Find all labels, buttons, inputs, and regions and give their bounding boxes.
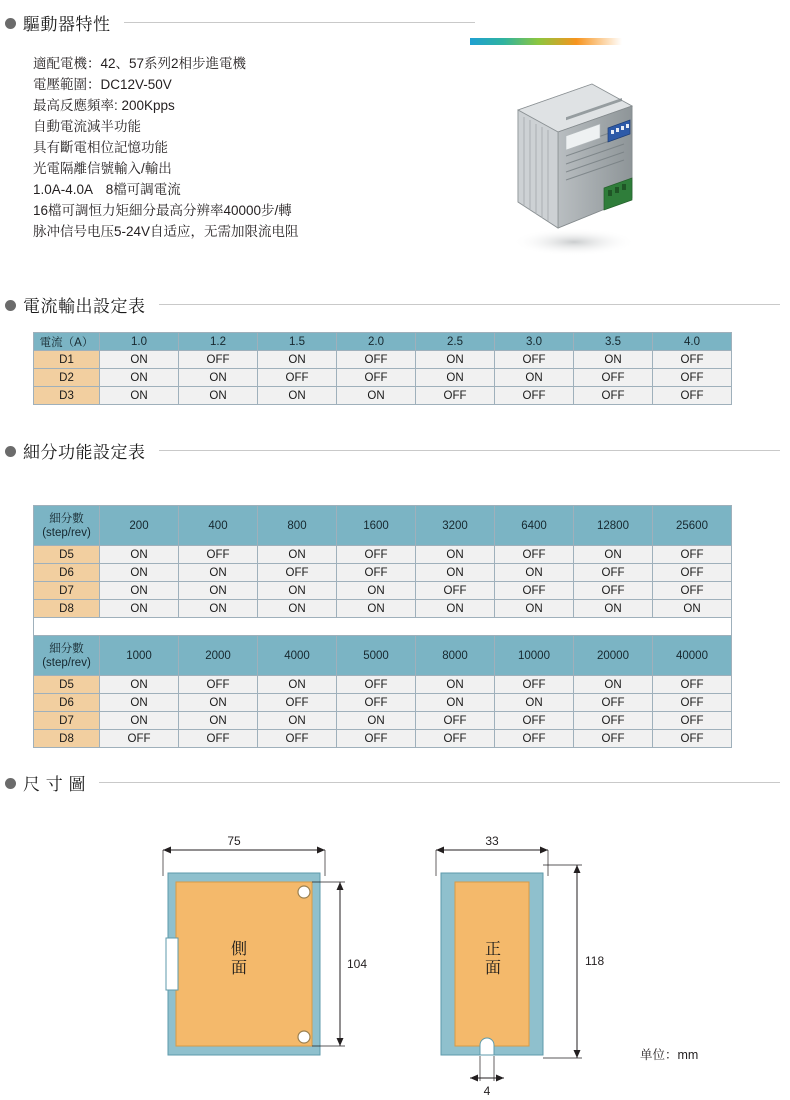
cell: ON — [495, 369, 574, 387]
header-cell: 1.2 — [179, 333, 258, 351]
table-header-row — [34, 506, 732, 546]
dim-width-side: 75 — [227, 834, 241, 848]
divider — [159, 304, 781, 305]
header-cell: 10000 — [495, 636, 574, 676]
microstep-table — [33, 505, 732, 748]
table-header-row — [34, 636, 732, 676]
cell: ON — [416, 351, 495, 369]
dim-height-side: 104 — [347, 957, 368, 971]
header-label-line1: 細分數 — [49, 512, 84, 525]
dim-height-front: 118 — [585, 954, 605, 968]
gradient-accent-bar — [470, 38, 622, 45]
row-label: D3 — [34, 387, 100, 405]
cell: OFF — [179, 676, 258, 694]
cell: ON — [416, 694, 495, 712]
section-features — [5, 10, 475, 242]
cell: ON — [258, 712, 337, 730]
cell: OFF — [653, 712, 732, 730]
header-cell: 2.5 — [416, 333, 495, 351]
list-item: 適配電機：42、57系列2相步進電機 — [33, 56, 247, 71]
dim-width-front: 33 — [485, 834, 499, 848]
cell: OFF — [337, 351, 416, 369]
side-view-label — [218, 940, 260, 978]
cell: OFF — [653, 730, 732, 748]
cell: ON — [100, 600, 179, 618]
header-cell: 25600 — [653, 506, 732, 546]
cell: ON — [337, 582, 416, 600]
header-cell: 20000 — [574, 636, 653, 676]
cell: ON — [495, 694, 574, 712]
cell: OFF — [179, 730, 258, 748]
header-label-line2: (step/rev) — [42, 526, 91, 539]
header-cell: 1.5 — [258, 333, 337, 351]
unit-note: 单位：mm — [640, 1048, 699, 1062]
front-view-label — [472, 940, 514, 978]
header-cell: 2.0 — [337, 333, 416, 351]
header-cell: 8000 — [416, 636, 495, 676]
section-microstep — [5, 438, 780, 463]
table-row — [34, 351, 732, 369]
cell: ON — [416, 600, 495, 618]
cell: ON — [653, 600, 732, 618]
header-cell: 12800 — [574, 506, 653, 546]
cell: OFF — [258, 730, 337, 748]
table-row — [34, 582, 732, 600]
cell: ON — [100, 351, 179, 369]
table-row — [34, 369, 732, 387]
section-microstep-title: 細分功能設定表 — [23, 443, 146, 462]
header-cell: 800 — [258, 506, 337, 546]
cell: ON — [495, 600, 574, 618]
dim-notch: 4 — [483, 1084, 491, 1098]
cell: OFF — [337, 694, 416, 712]
header-cell: 400 — [179, 506, 258, 546]
header-cell: 3.5 — [574, 333, 653, 351]
header-cell: 6400 — [495, 506, 574, 546]
cell: OFF — [337, 369, 416, 387]
cell: OFF — [574, 369, 653, 387]
cell: ON — [416, 564, 495, 582]
cell: OFF — [653, 351, 732, 369]
cell: OFF — [495, 730, 574, 748]
header-label-line1: 細分數 — [49, 642, 84, 655]
section-current — [5, 292, 780, 317]
cell: OFF — [653, 546, 732, 564]
row-label: D7 — [34, 582, 100, 600]
bullet-icon — [5, 778, 16, 789]
product-image — [500, 70, 660, 260]
header-cell: 1000 — [100, 636, 179, 676]
cell: OFF — [179, 351, 258, 369]
side-view-label-line2: 面 — [230, 960, 247, 977]
cell: ON — [258, 600, 337, 618]
row-label: D6 — [34, 564, 100, 582]
list-item: 具有斷電相位記憶功能 — [33, 140, 168, 155]
cell: OFF — [495, 351, 574, 369]
divider — [99, 782, 780, 783]
cell: ON — [179, 600, 258, 618]
table-row — [34, 387, 732, 405]
cell: ON — [100, 369, 179, 387]
bullet-icon — [5, 18, 16, 29]
cell: ON — [258, 582, 337, 600]
header-cell: 200 — [100, 506, 179, 546]
cell: OFF — [574, 387, 653, 405]
cell: ON — [100, 387, 179, 405]
list-item: 光電隔離信號輸入/輸出 — [33, 161, 172, 176]
table-row — [34, 676, 732, 694]
cell: ON — [179, 694, 258, 712]
header-cell-label — [34, 636, 100, 676]
list-item: 1.0A-4.0A 8檔可調電流 — [33, 182, 181, 197]
cell: OFF — [574, 730, 653, 748]
row-label: D1 — [34, 351, 100, 369]
row-label: D5 — [34, 676, 100, 694]
row-label: D8 — [34, 730, 100, 748]
section-microstep-heading — [5, 438, 780, 463]
cell: OFF — [574, 694, 653, 712]
cell: OFF — [653, 564, 732, 582]
section-current-title: 電流輸出設定表 — [23, 297, 146, 316]
cell: ON — [574, 600, 653, 618]
cell: ON — [337, 600, 416, 618]
cell: ON — [574, 676, 653, 694]
cell: ON — [258, 676, 337, 694]
cell: OFF — [495, 712, 574, 730]
divider — [124, 22, 476, 23]
header-cell-label — [34, 506, 100, 546]
cell: OFF — [574, 712, 653, 730]
cell: ON — [258, 546, 337, 564]
section-features-title: 驅動器特性 — [23, 15, 111, 34]
row-label: D8 — [34, 600, 100, 618]
cell: ON — [258, 351, 337, 369]
cell: OFF — [416, 712, 495, 730]
cell: OFF — [574, 582, 653, 600]
cell: OFF — [337, 730, 416, 748]
bullet-icon — [5, 300, 16, 311]
cell: OFF — [416, 730, 495, 748]
cell: OFF — [258, 564, 337, 582]
header-cell-label: 電流（A） — [34, 333, 100, 351]
cell: ON — [100, 712, 179, 730]
row-label: D2 — [34, 369, 100, 387]
cell: OFF — [653, 676, 732, 694]
row-label: D6 — [34, 694, 100, 712]
divider — [159, 450, 781, 451]
cell: OFF — [495, 387, 574, 405]
cell: ON — [416, 369, 495, 387]
side-view-label-line1: 側 — [230, 941, 247, 958]
cell: ON — [337, 387, 416, 405]
header-cell: 3.0 — [495, 333, 574, 351]
table-row — [34, 694, 732, 712]
cell: OFF — [653, 387, 732, 405]
table-row — [34, 712, 732, 730]
cell: ON — [179, 712, 258, 730]
cell: ON — [100, 564, 179, 582]
section-features-heading — [5, 10, 475, 35]
cell: ON — [100, 582, 179, 600]
header-cell: 1.0 — [100, 333, 179, 351]
front-view-label-line2: 面 — [484, 960, 501, 977]
cell: ON — [574, 351, 653, 369]
list-item: 最高反應頻率: 200Kpps — [33, 98, 175, 113]
header-cell: 1600 — [337, 506, 416, 546]
cell: OFF — [416, 582, 495, 600]
cell: ON — [574, 546, 653, 564]
header-cell: 4.0 — [653, 333, 732, 351]
cell: ON — [258, 387, 337, 405]
header-label-line2: (step/rev) — [42, 656, 91, 669]
cell: OFF — [337, 564, 416, 582]
features-list — [33, 53, 475, 242]
list-item: 脉冲信号电压5-24V自适应，无需加限流电阻 — [33, 224, 299, 239]
cell: ON — [179, 369, 258, 387]
cell: ON — [179, 582, 258, 600]
table-row — [34, 546, 732, 564]
cell: OFF — [179, 546, 258, 564]
cell: OFF — [495, 546, 574, 564]
cell: ON — [100, 546, 179, 564]
cell: OFF — [258, 369, 337, 387]
cell: OFF — [337, 676, 416, 694]
section-dimension-heading — [5, 770, 780, 795]
table-row — [34, 600, 732, 618]
cell: ON — [100, 694, 179, 712]
cell: ON — [416, 546, 495, 564]
cell: ON — [416, 676, 495, 694]
list-item: 電壓範圍：DC12V-50V — [33, 77, 172, 92]
header-cell: 40000 — [653, 636, 732, 676]
table-spacer — [34, 618, 732, 636]
section-dimension-title: 尺 寸 圖 — [23, 775, 86, 794]
table-header-row — [34, 333, 732, 351]
front-view-label-line1: 正 — [484, 941, 501, 958]
current-output-table — [33, 332, 732, 405]
row-label: D5 — [34, 546, 100, 564]
header-cell: 5000 — [337, 636, 416, 676]
cell: ON — [337, 712, 416, 730]
cell: OFF — [653, 582, 732, 600]
cell: OFF — [337, 546, 416, 564]
cell: OFF — [653, 369, 732, 387]
table-row — [34, 730, 732, 748]
list-item: 16檔可調恒力矩細分最高分辨率40000步/轉 — [33, 203, 292, 218]
cell: OFF — [495, 676, 574, 694]
section-dimension — [5, 770, 780, 795]
header-cell: 3200 — [416, 506, 495, 546]
cell: ON — [495, 564, 574, 582]
cell: OFF — [653, 694, 732, 712]
header-cell: 4000 — [258, 636, 337, 676]
cell: ON — [179, 387, 258, 405]
cell: ON — [179, 564, 258, 582]
cell: OFF — [495, 582, 574, 600]
table-row — [34, 564, 732, 582]
header-cell: 2000 — [179, 636, 258, 676]
cell: OFF — [574, 564, 653, 582]
cell: OFF — [100, 730, 179, 748]
cell: ON — [100, 676, 179, 694]
bullet-icon — [5, 446, 16, 457]
cell: OFF — [258, 694, 337, 712]
list-item: 自動電流減半功能 — [33, 119, 141, 134]
section-current-heading — [5, 292, 780, 317]
row-label: D7 — [34, 712, 100, 730]
cell: OFF — [416, 387, 495, 405]
